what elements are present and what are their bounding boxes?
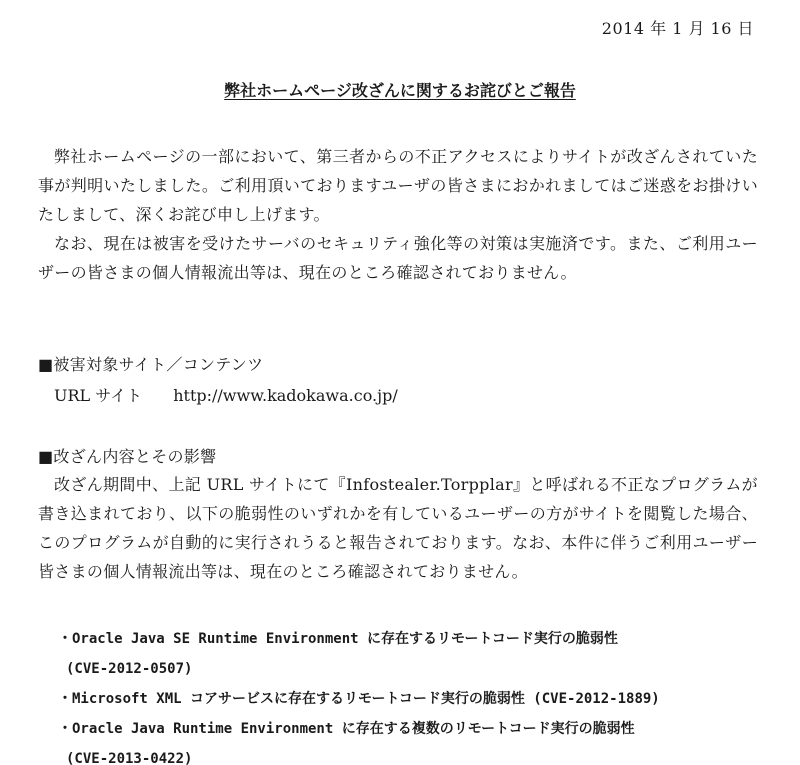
vulnerability-text: ・Oracle Java SE Runtime Environment に存在するリモートコード実行の脆弱性 (58, 631, 618, 647)
document-title-text: 弊社ホームページ改ざんに関するお詫びとご報告 (224, 81, 576, 100)
impact-paragraph: 改ざん期間中、上記 URL サイトにて『Infostealer.Torpplar』と呼ばれる不正なプログラムが書き込まれており、以下の脆弱性のいずれかを有しているユーザーの方がサイトを閲覧した場合、このプログラムが自動的に実行されうると報告されております。なお、本件に伴うご利用ユーザー皆さまの個人情報流出等は、現在のところ確認されておりません。 (38, 475, 758, 581)
target-url: http://www.kadokawa.co.jp/ (173, 386, 398, 405)
document-date: 2014 年 1 月 16 日 (601, 19, 754, 38)
vulnerability-item (58, 714, 635, 765)
impact-heading: ■改ざん内容とその影響 (38, 447, 217, 466)
targets-heading: ■被害対象サイト／コンテンツ (38, 355, 264, 374)
target-url-line (54, 383, 398, 406)
vulnerability-text: ・Oracle Java Runtime Environment に存在する複数のリモートコード実行の脆弱性 (58, 721, 635, 737)
url-label: URL サイト (54, 386, 143, 405)
vulnerability-cve: (CVE-2013-0422) (66, 751, 193, 765)
vulnerability-text: ・Microsoft XML コアサービスに存在するリモートコード実行の脆弱性 (CVE-2012-1889) (58, 691, 660, 707)
vulnerability-item (58, 624, 618, 684)
document-title (0, 78, 800, 101)
status-paragraph: なお、現在は被害を受けたサーバのセキュリティ強化等の対策は実施済です。また、ご利用ユーザーの皆さまの個人情報流出等は、現在のところ確認されておりません。 (38, 234, 758, 282)
intro-paragraph: 弊社ホームページの一部において、第三者からの不正アクセスによりサイトが改ざんされていた事が判明いたしました。ご利用頂いておりますユーザの皆さまにおかれましてはご迷惑をお掛けいたしまして、深くお詫び申し上げます。 (38, 147, 758, 224)
vulnerability-item (58, 684, 660, 714)
vulnerability-cve: (CVE-2012-0507) (66, 661, 193, 677)
